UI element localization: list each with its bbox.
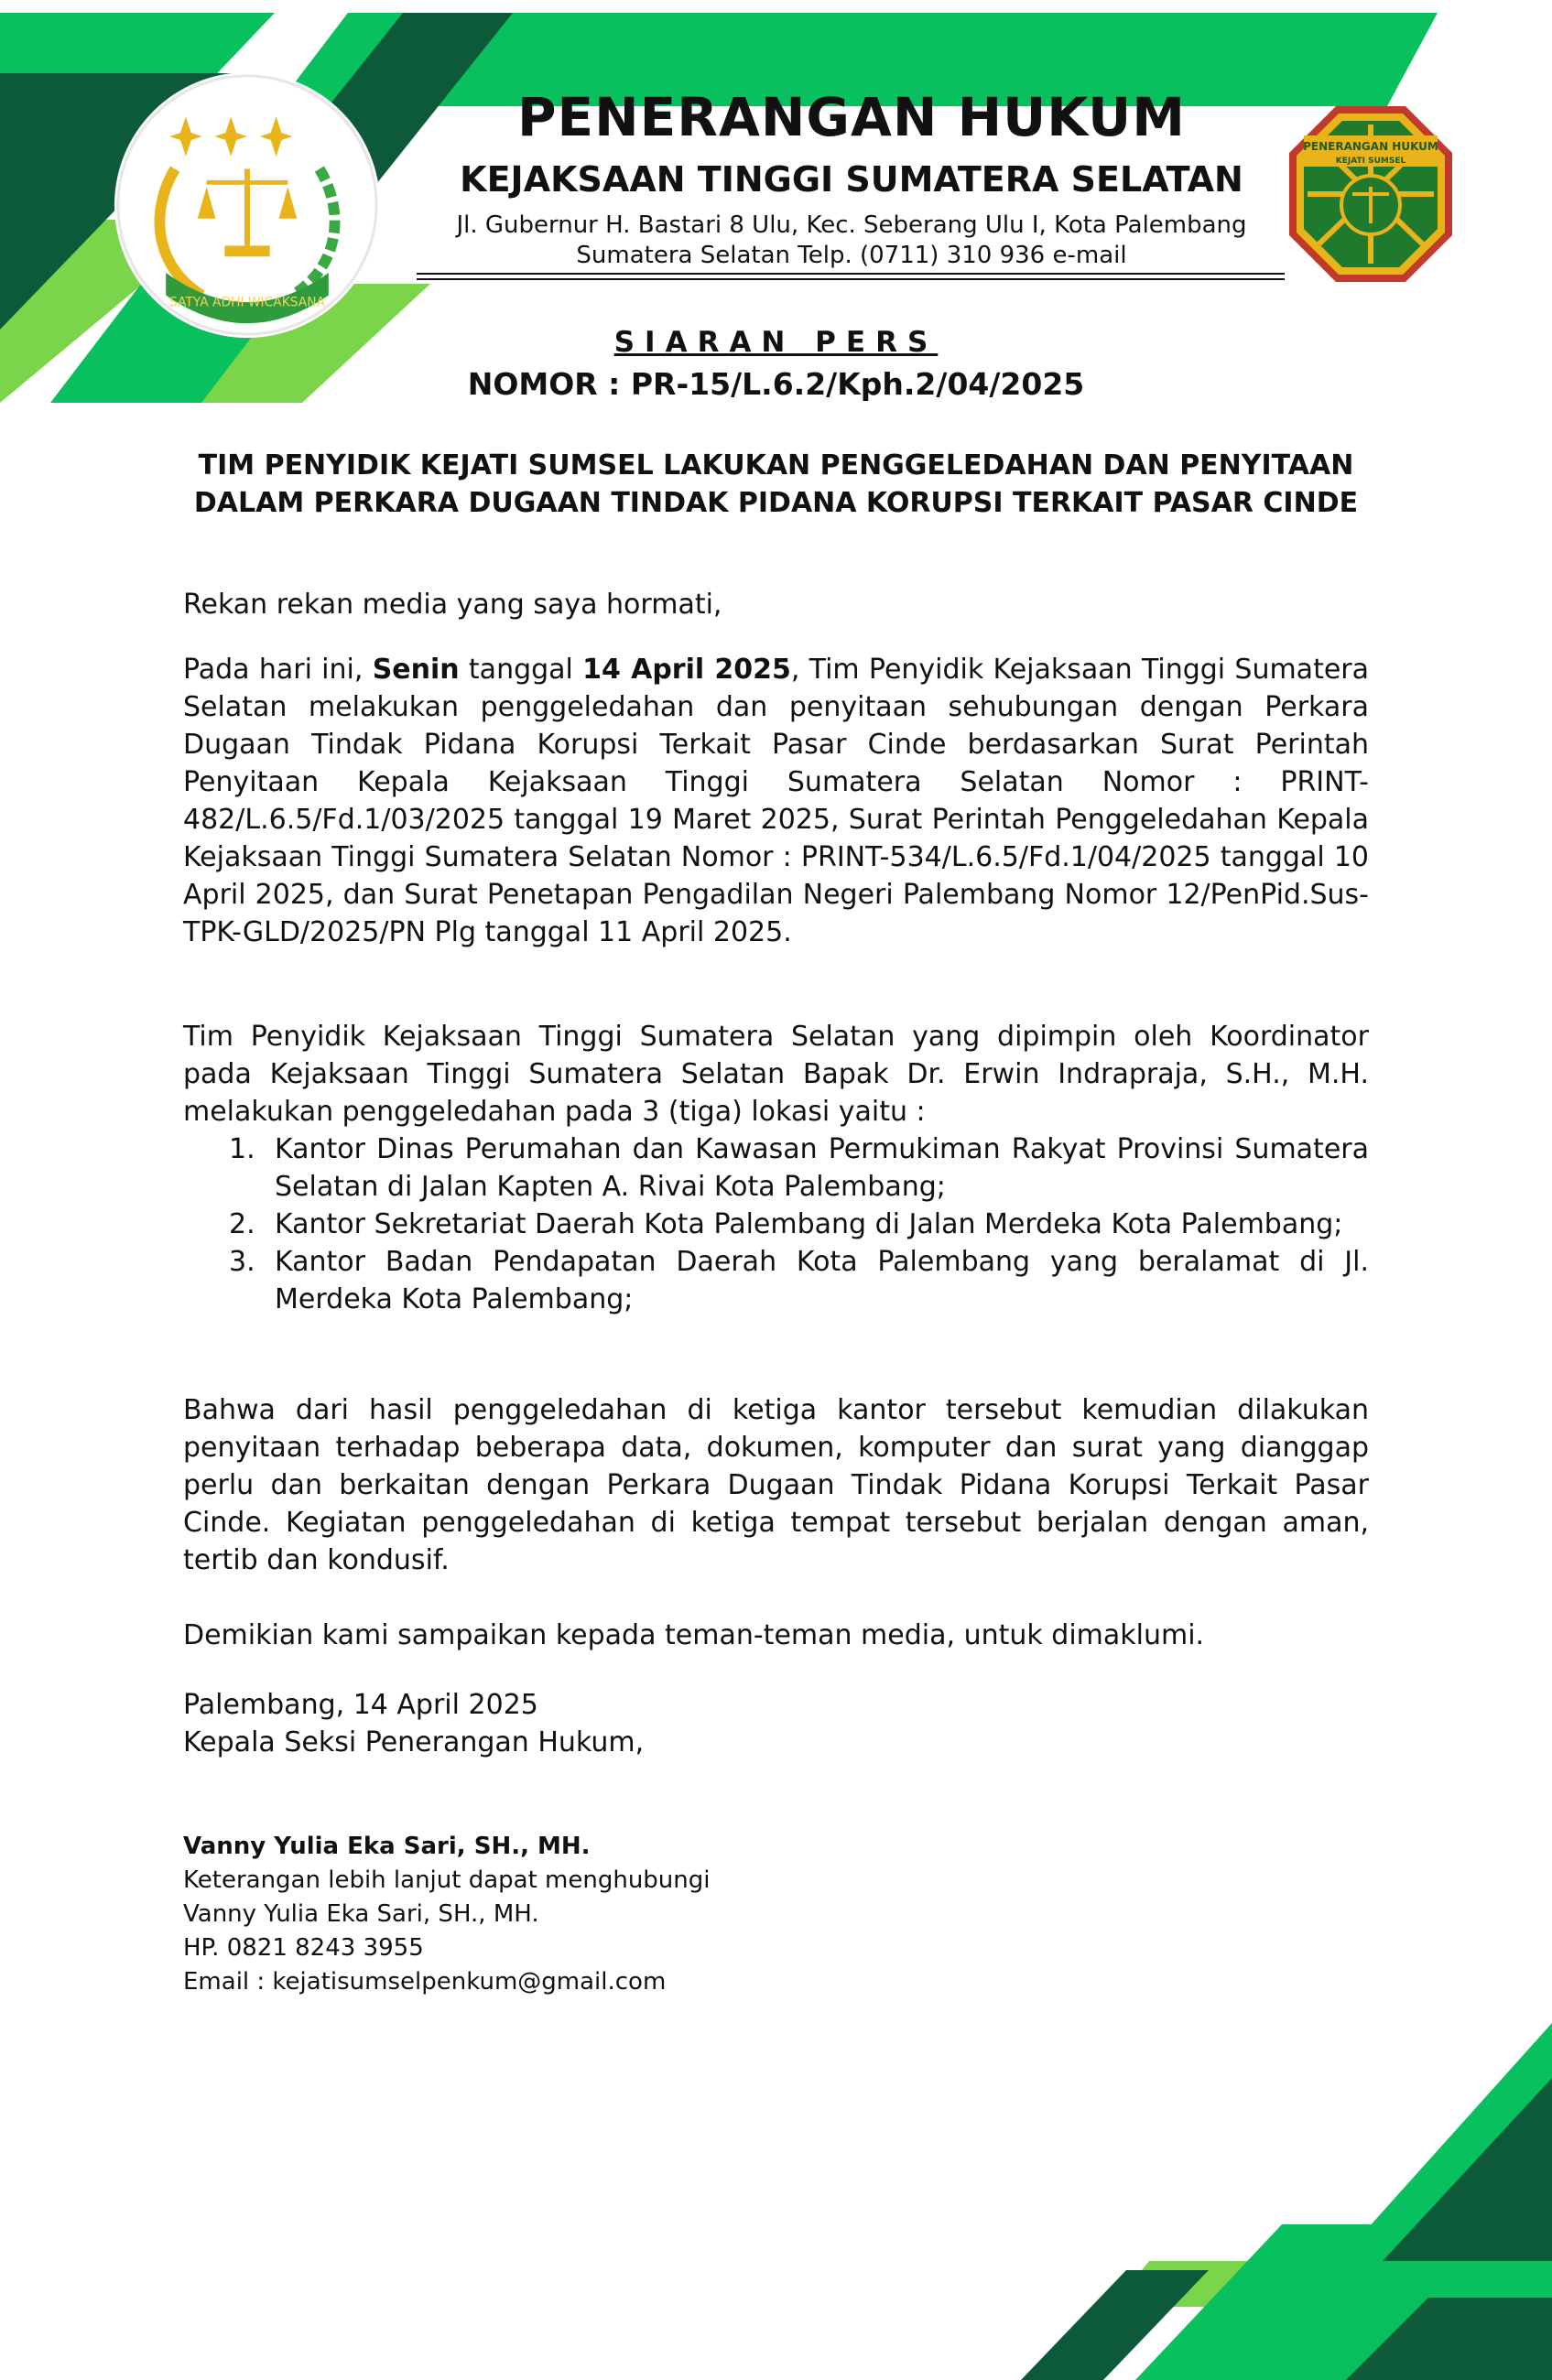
contact-email: Email : kejatisumselpenkum@gmail.com [183,1968,667,1996]
svg-text:SATYA ADHI WICAKSANA: SATYA ADHI WICAKSANA [169,295,325,310]
address-line-2: Sumatera Selatan Telp. (0711) 310 936 e-mail [576,242,1127,269]
greeting: Rekan rekan media yang saya hormati, [183,589,722,621]
signer-name: Vanny Yulia Eka Sari, SH., MH. [183,1833,591,1860]
list-item: 3. Kantor Badan Pendapatan Daerah Kota Palembang yang beralamat di Jl. Merdeka Kota Palembang; [229,1246,1369,1315]
svg-text:PENERANGAN HUKUM: PENERANGAN HUKUM [1303,140,1438,153]
contact-block [183,1830,1190,1999]
place-date: Palembang, 14 April 2025 [183,1689,538,1721]
svg-text:KEJATI SUMSEL: KEJATI SUMSEL [1335,157,1406,166]
header-title: PENERANGAN HUKUM [517,86,1186,148]
contact-intro: Keterangan lebih lanjut dapat menghubungi [183,1866,711,1894]
location-list [183,1130,1369,1318]
list-item: 1. Kantor Dinas Perumahan dan Kawasan Permukiman Rakyat Provinsi Sumatera Selatan di Jalan Kapten A. Rivai Kota Palembang; [229,1133,1369,1203]
header-subtitle: KEJAKSAAN TINGGI SUMATERA SELATAN [460,159,1243,200]
kejaksaan-emblem-icon [112,70,383,341]
signer-position: Kepala Seksi Penerangan Hukum, [183,1726,645,1758]
signature-block [183,1686,1369,1761]
penerangan-hukum-badge-icon [1286,103,1456,286]
date-bold: 14 April 2025 [582,654,791,686]
list-item: 2. Kantor Sekretariat Daerah Kota Palembang di Jalan Merdeka Kota Palembang; [229,1208,1343,1240]
contact-name: Vanny Yulia Eka Sari, SH., MH. [183,1900,539,1928]
headline: TIM PENYIDIK KEJATI SUMSEL LAKUKAN PENGGELEDAHAN DAN PENYITAAN DALAM PERKARA DUGAAN TINDAK PIDANA KORUPSI TERKAIT PASAR CINDE [193,449,1359,519]
header-rule-top [417,273,1285,275]
paragraph-3: Bahwa dari hasil penggeledahan di ketiga kantor tersebut kemudian dilakukan penyitaan terhadap beberapa data, dokumen, komputer dan surat yang dianggap perlu dan berkaitan dengan Perkara Dugaan Tindak Pidana Korupsi Terkait Pasar Cinde. Kegiatan penggeledahan di ketiga tempat tersebut berjalan dengan aman, tertib dan kondusif. [183,1394,1369,1576]
address-line-1: Jl. Gubernur H. Bastari 8 Ulu, Kec. Seberang Ulu I, Kota Palembang [456,211,1247,239]
bottom-right-dark-wedge [1383,2078,1552,2261]
press-release-label: SIARAN PERS [613,326,939,359]
day-bold: Senin [372,654,460,686]
paragraph-2: Tim Penyidik Kejaksaan Tinggi Sumatera Selatan yang dipimpin oleh Koordinator pada Kejaksaan Tinggi Sumatera Selatan Bapak Dr. Erwin Indrapraja, S.H., M.H. melakukan penggeledahan pada 3 (tiga) lokasi yaitu : [183,1021,1369,1128]
closing: Demikian kami sampaikan kepada teman-teman media, untuk dimaklumi. [183,1619,1205,1651]
header-rule-bottom [417,278,1285,280]
paragraph-1: Pada hari ini, Senin tanggal 14 April 2025, Tim Penyidik Kejaksaan Tinggi Sumatera Selatan melakukan penggeledahan dan penyitaan sehubungan dengan Perkara Dugaan Tindak Pidana Korupsi Terkait Pasar Cinde berdasarkan Surat Perintah Penyitaan Kepala Kejaksaan Tinggi Sumatera Selatan Nomor : PRINT-482/L.6.5/Fd.1/03/2025 tanggal 19 Maret 2025, Surat Perintah Penggeledahan Kepala Kejaksaan Tinggi Sumatera Selatan Nomor : PRINT-534/L.6.5/Fd.1/04/2025 tanggal 10 April 2025, dan Surat Penetapan Pengadilan Negeri Palembang Nomor 12/PenPid.Sus-TPK-GLD/2025/PN Plg tanggal 11 April 2025. [183,654,1370,948]
contact-phone: HP. 0821 8243 3955 [183,1934,424,1962]
press-release-number: NOMOR : PR-15/L.6.2/Kph.2/04/2025 [467,366,1085,402]
header-address [417,211,1286,271]
